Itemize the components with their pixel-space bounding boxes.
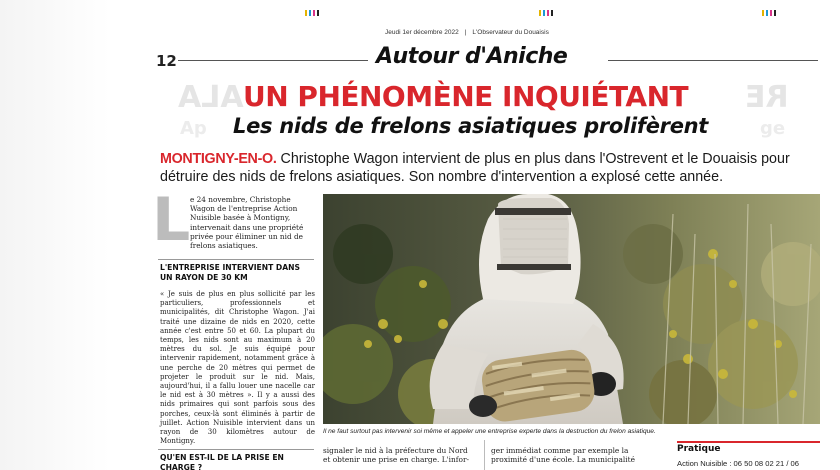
- page-margin-shadow: [0, 0, 110, 470]
- page-number: 12: [156, 52, 177, 70]
- article-photo: [323, 194, 820, 424]
- article-quote: « Je suis de plus en plus sollicité par les particuliers, professionnels et municipalités, dit Christophe Wagon. J'ai traité une dizaine de nids en 2020, cette année c'est entre 50 et 60. La plupart du temps, les nids sont au maximum à 20 mètres du sol. Je suis équipé pour intervenir rapidement, notamment grâce à une perche de 20 mètres qui permet de projeter le produit sur le nid. Mais, aujourd'hui, il a fallu louer une nacelle car le nid est à 30 mètres ». Il y a aussi des nids primaires qui sont parfois sous des porches, ceux-là sont éliminés à partir de juillet. Action Nuisible intervient dans un rayon de 30 kilomètres autour de Montigny.: [160, 290, 315, 446]
- column-2-line-2: et obtenir une prise en charge. L'infor-: [323, 455, 470, 465]
- standfirst-place: MONTIGNY-EN-O.: [160, 151, 277, 167]
- article-standfirst: [160, 150, 820, 186]
- registration-marks-center: [539, 10, 555, 18]
- dateline-separator: |: [464, 29, 467, 36]
- column-3-line-2: proximité d'une école. La municipalité: [491, 455, 635, 465]
- column-3-line-1: ger immédiat comme par exemple la: [491, 446, 629, 455]
- registration-marks-right: [762, 10, 778, 18]
- practical-box-title: Pratique: [677, 444, 721, 454]
- drop-cap: L: [152, 185, 191, 255]
- subhead-rule-2: [158, 449, 314, 450]
- publication-name: L'Observateur du Douaisis: [472, 29, 549, 36]
- date-text: Jeudi 1er décembre 2022: [385, 29, 459, 36]
- subhead-2: QU'EN EST-IL DE LA PRISE EN CHARGE ?: [160, 453, 284, 470]
- subhead-1: L'ENTREPRISE INTERVIENT DANS UN RAYON DE 30 KM: [160, 263, 300, 282]
- column-divider-1: [484, 440, 485, 470]
- practical-box-contact: Action Nuisible : 06 50 08 02 21 / 06: [677, 459, 800, 468]
- column-2-text: [323, 446, 483, 464]
- subhead-rule-1: [158, 259, 314, 260]
- dateline: [385, 29, 549, 36]
- photo-caption: Il ne faut surtout pas intervenir soi même et appeler une entreprise experte dans la destruction du frelon asiatique.: [323, 428, 656, 435]
- ghost-text-left: ALA: [178, 80, 244, 115]
- photo-beekeeper-illustration: [323, 194, 820, 424]
- section-title: Autour d'Aniche: [376, 44, 568, 69]
- ghost-text-right: RE: [745, 80, 789, 115]
- registration-marks-left: [305, 10, 321, 18]
- practical-box-rule: [677, 441, 820, 443]
- subheadline: Les nids de frelons asiatiques prolifèrent: [233, 114, 709, 138]
- ghost-text-line-a: Ap: [180, 118, 207, 139]
- header-rule-left: [178, 60, 368, 61]
- ghost-text-line-b: ge: [760, 118, 786, 139]
- standfirst-text: Christophe Wagon intervient de plus en plus dans l'Ostrevent et le Douaisis pour détruire des nids de frelons asiatiques. Son nombre d'intervention a explosé cette année.: [160, 151, 790, 185]
- column-2-line-1: signaler le nid à la préfecture du Nord: [323, 446, 468, 455]
- headline: UN PHÉNOMÈNE INQUIÉTANT: [243, 80, 689, 113]
- column-3-text: [491, 446, 671, 464]
- article-lead: e 24 novembre, Christophe Wagon de l'entreprise Action Nuisible basée à Montigny, intervenait dans une propriété privée pour éliminer un nid de frelons asiatiques.: [190, 195, 304, 251]
- header-rule-right: [608, 60, 818, 61]
